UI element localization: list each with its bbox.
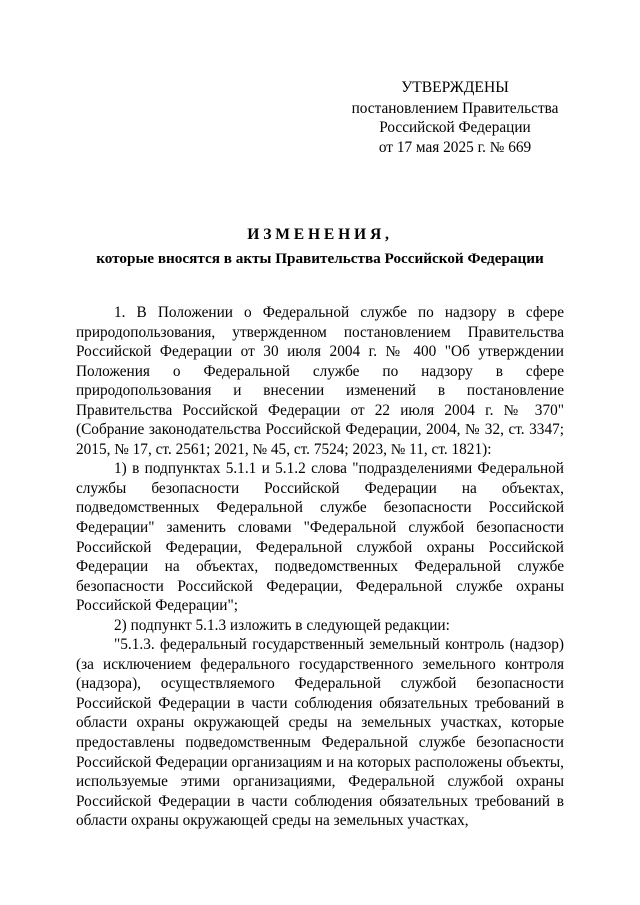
approval-heading: УТВЕРЖДЕНЫ bbox=[401, 79, 509, 96]
approval-line-1: постановлением Правительства bbox=[351, 99, 559, 117]
approval-line-2: Российской Федерации bbox=[379, 119, 531, 136]
approval-stamp bbox=[330, 78, 580, 157]
paragraph-subitem-1: 1) в подпунктах 5.1.1 и 5.1.2 слова "подразделениями Федеральной службы безопасности Российской Федерации на объектах, подведомственных Федеральной службе безопасности Российской Федерации" заменить словами "Федеральной службой безопасности Российской Федерации, Федеральной службой охраны Российской Федерации на объектах, подведомственных Федеральной службе безопасности Российской Федерации, Федеральной службе охраны Российской Федерации"; bbox=[76, 460, 564, 615]
paragraph-subitem-2: 2) подпункт 5.1.3 изложить в следующей редакции: bbox=[114, 616, 450, 634]
document-title: ИЗМЕНЕНИЯ, bbox=[247, 226, 393, 243]
document-body bbox=[76, 303, 564, 831]
paragraph-quoted-text: "5.1.3. федеральный государственный земельный контроль (надзор) (за исключением федерального государственного земельного контроля (надзора), осуществляемого Федеральной службой безопасности Российской Федерации в части соблюдения обязательных требований в области охраны окружающей среды на земельных участках, которые предоставлены подведомственным Федеральной службе безопасности Российской Федерации организациям и на которых расположены объекты, используемые этими организациями, Федеральной службой охраны Российской Федерации в части соблюдения обязательных требований в области охраны окружающей среды на земельных участках, bbox=[76, 636, 564, 830]
paragraph-item-1: 1. В Положении о Федеральной службе по надзору в сфере природопользования, утвержденном постановлением Правительства Российской Федерации от 30 июля 2004 г. № 400 "Об утверждении Положения о Федеральной службе по надзору в сфере природопользования и внесении изменений в постановление Правительства Российской Федерации от 22 июля 2004 г. № 370" (Собрание законодательства Российской Федерации, 2004, № 32, ст. 3347; 2015, № 17, ст. 2561; 2021, № 45, ст. 7524; 2023, № 11, ст. 1821): bbox=[76, 304, 564, 458]
document-subtitle: которые вносятся в акты Правительства Российской Федерации bbox=[96, 250, 544, 267]
approval-line-3: от 17 мая 2025 г. № 669 bbox=[378, 138, 532, 156]
